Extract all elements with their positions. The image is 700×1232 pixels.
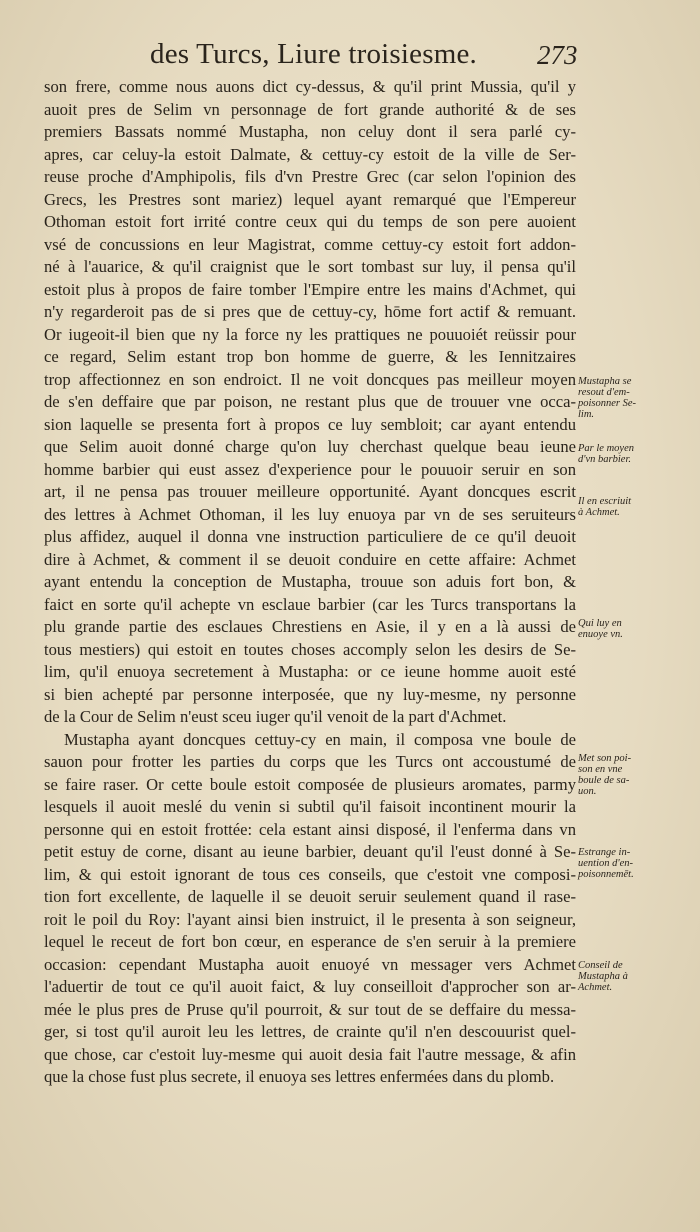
text-line: occasion: cependant Mustapha auoit enuoyé vn messager vers Achmet: [44, 954, 576, 974]
text-line: son frere, comme nous auons dict cy-dessus, & qu'il print Mussia, qu'il y: [44, 77, 576, 96]
text-line: faict en sorte qu'il achepte vn esclaue barbier (car les Turcs transportans la: [44, 594, 576, 614]
text-line: trop affectionnez en son endroict. Il ne voit doncques pas meilleur moyen: [44, 369, 576, 389]
text-line: Or iugeoit-il bien que ny la force ny les prattiques ne pouuoiét reüssir pour: [44, 324, 576, 344]
text-line: apres, car celuy-la estoit Dalmate, & cettuy-cy estoit de la ville de Ser-: [44, 144, 576, 164]
margin-note: Met son poi- son en vne boule de sa- uon.: [578, 753, 632, 797]
text-line: plus affidez, auquel il donna vne instruction particuliere de ce qu'il deuoit: [44, 527, 576, 546]
text-line: Othoman estoit fort irrité contre ceux qui du temps de son pere auoient: [44, 212, 576, 231]
page-number: 273: [537, 40, 578, 70]
margin-note: Mustapha se resout d'em- poisonner Se- lim.: [578, 376, 637, 420]
text-line: Mustapha ayant doncques cettuy-cy en main, il composa vne boule de: [64, 729, 576, 749]
text-line: homme barbier qui eust assez d'experience pour le pouuoir seruir en son: [44, 459, 576, 479]
text-line: lequel le receut de fort bon cœur, en esperance de s'en seruir à la premiere: [44, 932, 576, 951]
margin-note: Qui luy en enuoye vn.: [578, 618, 623, 640]
text-line: de s'en deffaire que par poison, ne restant plus que de trouuer vne occa-: [44, 392, 576, 411]
text-line: que la chose fust plus secrete, il enuoya ses lettres enfermées dans du plomb.: [44, 1067, 555, 1086]
text-line: tion fort excellente, de laquelle il se deuoit seruir seulement quand il rase-: [44, 887, 576, 906]
margin-note: Estrange in- uention d'en- poisonnemēt.: [578, 847, 634, 880]
text-line: de la Cour de Selim n'eust sceu iuger qu'il venoit de la part d'Achmet.: [44, 707, 507, 726]
margin-note: Il en escriuit à Achmet.: [578, 496, 632, 518]
text-line: des lettres à Achmet Othoman, il les luy enuoya par vn de ses seruiteurs: [44, 504, 576, 524]
page-header: [0, 38, 700, 78]
text-line: plu grande partie des esclaues Chrestiens en Asie, il y en a là aussi de: [44, 617, 576, 636]
text-line: premiers Bassats nommé Mustapha, non celuy dont il sera parlé cy-: [44, 122, 576, 141]
text-line: né à l'auarice, & qu'il craignist que le sort tombast sur luy, il pensa qu'il: [44, 257, 576, 276]
text-line: auoit pres de Selim vn personnage de fort grande authorité & de ses: [44, 99, 576, 119]
text-line: roit le poil du Roy: l'ayant ainsi bien instruict, il le presenta à son seigneur,: [44, 909, 576, 929]
text-line: se faire raser. Or cette boule estoit composée de plusieurs aromates, parmy: [44, 774, 576, 794]
text-line: dire à Achmet, & comment il se deuoit conduire en cette affaire: Achmet: [44, 549, 576, 569]
text-line: ce regard, Selim estant trop bon homme de guerre, & les Iennitzaires: [44, 347, 576, 366]
text-line: si bien achepté par personne interposée, que ny luy-mesme, ny personne: [44, 684, 576, 704]
text-line: vsé de concussions en leur Magistrat, comme cettuy-cy estoit fort addon-: [44, 234, 576, 254]
text-line: n'y regarderoit pas de si pres que de cettuy-cy, hōme fort actif & remuant.: [44, 302, 576, 321]
text-line: estoit plus à propos de faire tomber l'Empire entre les mains d'Achmet, qui: [44, 279, 576, 299]
text-line: lesquels il auoit meslé du venin si subtil qu'il faisoit incontinent mourir la: [44, 797, 576, 816]
body-text: [44, 76, 576, 1089]
text-line: Grecs, les Prestres sont mariez) lequel ayant remarqué que l'Empereur: [44, 189, 576, 209]
text-line: ger, si tost qu'il auroit leu les lettres, de crainte qu'il n'en descouurist quel-: [44, 1022, 576, 1041]
running-head: des Turcs, Liure troisiesme.: [150, 38, 477, 70]
text-line: sion laquelle se presenta fort à propos ce luy sembloit; car ayant entendu: [44, 414, 576, 434]
text-line: lim, qu'il enuoya secretement à Mustapha: or ce ieune homme auoit esté: [44, 662, 576, 681]
text-line: sauon pour frotter les parties du corps que les Turcs ont accoustumé de: [44, 752, 576, 771]
text-line: personne qui en estoit frottée: cela estant ainsi disposé, il l'enferma dans vn: [44, 819, 576, 839]
text-line: l'aduertir de tout ce qu'il auoit faict, & luy conseilloit d'approcher son ar-: [44, 977, 576, 996]
text-line: que chose, car c'estoit luy-mesme qui auoit desia fait l'autre message, & afin: [44, 1044, 576, 1064]
margin-note: Conseil de Mustapha à Achmet.: [578, 960, 628, 993]
text-line: que Selim auoit donné charge qu'on luy cherchast quelque beau ieune: [44, 437, 576, 456]
text-line: petit estuy de corne, disant au ieune barbier, deuant qu'il l'eust donné à Se-: [44, 842, 576, 861]
text-line: reuse proche d'Amphipolis, fils d'vn Prestre Grec (car selon l'opinion des: [44, 167, 576, 186]
text-line: tous mestiers) qui estoit en toutes choses accomply selon les desirs de Se-: [44, 639, 576, 659]
text-line: mée le plus pres de Pruse qu'il pourroit, & sur tout de se deffaire du messa-: [44, 999, 576, 1019]
margin-note: Par le moyen d'vn barbier.: [578, 443, 634, 465]
text-line: ayant entendu la conception de Mustapha, trouue son aduis fort bon, &: [44, 572, 576, 591]
text-line: art, il ne pensa pas trouuer meilleure opportunité. Ayant doncques escrit: [44, 482, 576, 501]
text-line: lim, & qui estoit ignorant de tous ces conseils, que c'estoit vne composi-: [44, 864, 576, 884]
